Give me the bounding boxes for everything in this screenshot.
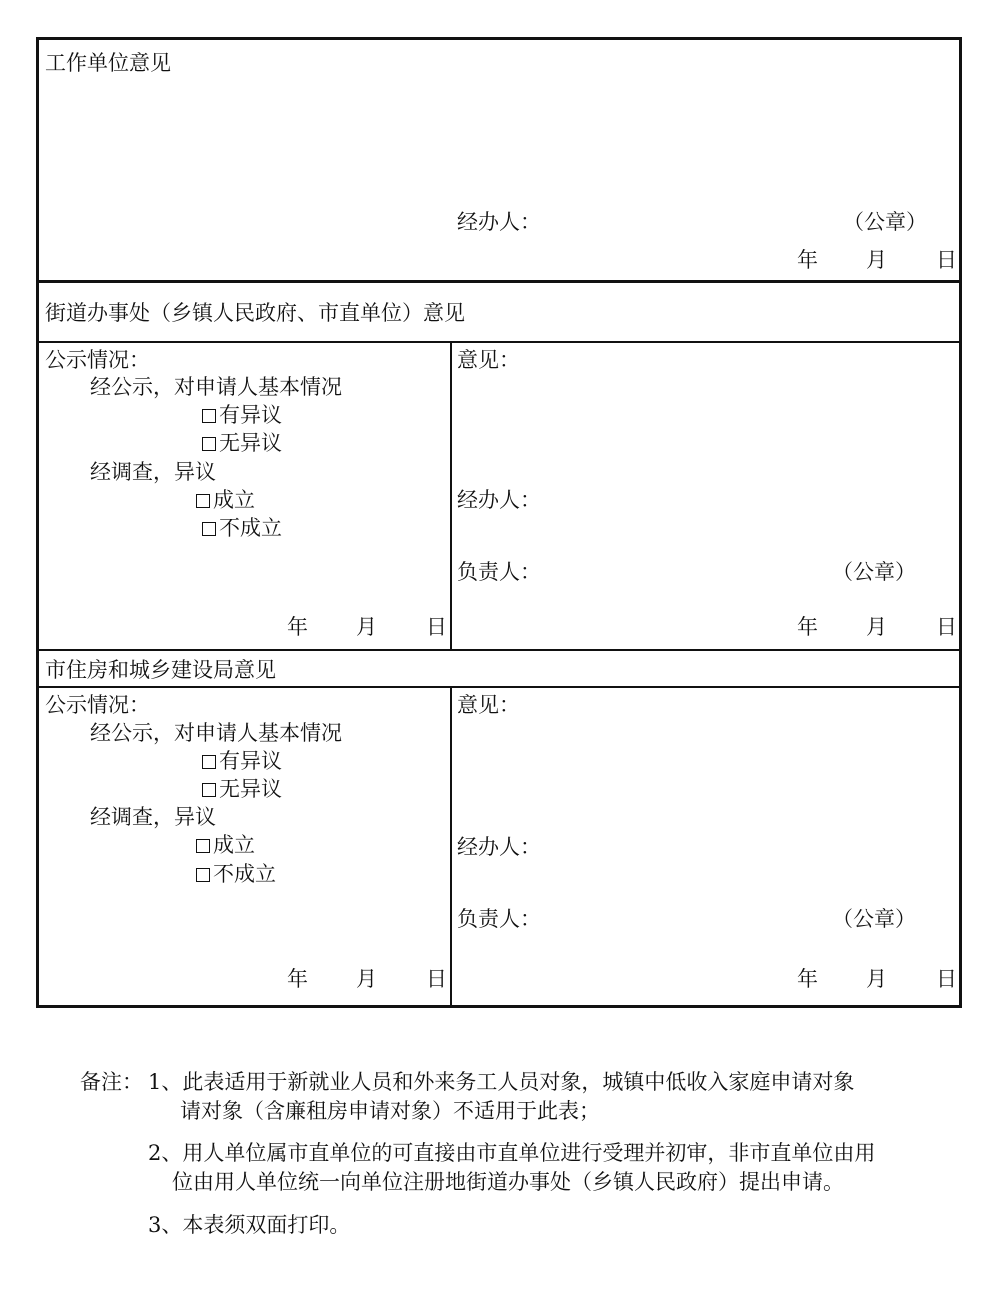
- publicity-statement: 经公示，对申请人基本情况: [90, 375, 342, 399]
- opinion-label: 意见：: [457, 693, 520, 717]
- established-option[interactable]: [196, 835, 255, 856]
- date-year: 年: [287, 967, 308, 991]
- checkbox-icon[interactable]: [202, 522, 216, 536]
- table-border-left: [36, 37, 39, 1008]
- not-established-option[interactable]: [196, 864, 276, 885]
- date-month: 月: [866, 615, 887, 639]
- option-label: 不成立: [213, 862, 276, 886]
- investigation-statement: 经调查，异议: [90, 460, 216, 484]
- column-divider: [450, 341, 452, 651]
- objection-no-option[interactable]: [202, 779, 282, 800]
- notes-label: 备注：: [80, 1070, 143, 1094]
- note-item-line: 3、本表须双面打印。: [148, 1213, 351, 1237]
- date-month: 月: [356, 967, 377, 991]
- row-divider: [36, 686, 962, 688]
- row-divider: [36, 341, 962, 343]
- seal-label: （公章）: [843, 210, 927, 234]
- section-title: 市住房和城乡建设局意见: [45, 658, 276, 682]
- date-day: 日: [936, 615, 957, 639]
- checkbox-icon[interactable]: [196, 839, 210, 853]
- date-day: 日: [426, 967, 447, 991]
- checkbox-icon[interactable]: [196, 868, 210, 882]
- option-label: 成立: [213, 488, 255, 512]
- option-label: 无异议: [219, 777, 282, 801]
- date-year: 年: [797, 615, 818, 639]
- seal-label: （公章）: [832, 907, 916, 931]
- date-year: 年: [797, 967, 818, 991]
- responsible-label: 负责人：: [457, 907, 541, 931]
- date-day: 日: [426, 615, 447, 639]
- table-border-right: [959, 37, 962, 1008]
- responsible-label: 负责人：: [457, 560, 541, 584]
- note-item-line: 位由用人单位统一向单位注册地街道办事处（乡镇人民政府）提出申请。: [172, 1170, 844, 1194]
- seal-label: （公章）: [832, 560, 916, 584]
- section-title: 工作单位意见: [45, 51, 171, 75]
- date-month: 月: [356, 615, 377, 639]
- handler-label: 经办人：: [457, 835, 541, 859]
- note-item-line: 1、此表适用于新就业人员和外来务工人员对象，城镇中低收入家庭申请对象: [148, 1070, 855, 1094]
- column-divider: [450, 686, 452, 1006]
- date-month: 月: [866, 967, 887, 991]
- option-label: 无异议: [219, 431, 282, 455]
- not-established-option[interactable]: [202, 518, 282, 539]
- option-label: 有异议: [219, 749, 282, 773]
- investigation-statement: 经调查，异议: [90, 805, 216, 829]
- row-divider: [36, 280, 962, 283]
- checkbox-icon[interactable]: [196, 494, 210, 508]
- opinion-label: 意见：: [457, 348, 520, 372]
- checkbox-icon[interactable]: [202, 755, 216, 769]
- handler-label: 经办人：: [457, 210, 541, 234]
- handler-label: 经办人：: [457, 488, 541, 512]
- date-month: 月: [866, 248, 887, 272]
- objection-yes-option[interactable]: [202, 751, 282, 772]
- row-divider: [36, 649, 962, 651]
- date-year: 年: [287, 615, 308, 639]
- option-label: 成立: [213, 833, 255, 857]
- note-item-line: 请对象（含廉租房申请对象）不适用于此表；: [180, 1099, 600, 1123]
- checkbox-icon[interactable]: [202, 437, 216, 451]
- publicity-statement: 经公示，对申请人基本情况: [90, 721, 342, 745]
- table-border-top: [36, 37, 962, 40]
- date-year: 年: [797, 248, 818, 272]
- option-label: 有异议: [219, 403, 282, 427]
- established-option[interactable]: [196, 490, 255, 511]
- table-border-bottom: [36, 1005, 962, 1008]
- objection-no-option[interactable]: [202, 433, 282, 454]
- note-item-line: 2、用人单位属市直单位的可直接由市直单位进行受理并初审，非市直单位由用: [148, 1141, 876, 1165]
- date-day: 日: [936, 248, 957, 272]
- checkbox-icon[interactable]: [202, 409, 216, 423]
- publicity-label: 公示情况：: [45, 348, 150, 372]
- option-label: 不成立: [219, 516, 282, 540]
- publicity-label: 公示情况：: [45, 693, 150, 717]
- objection-yes-option[interactable]: [202, 405, 282, 426]
- date-day: 日: [936, 967, 957, 991]
- checkbox-icon[interactable]: [202, 783, 216, 797]
- section-title: 街道办事处（乡镇人民政府、市直单位）意见: [45, 301, 465, 325]
